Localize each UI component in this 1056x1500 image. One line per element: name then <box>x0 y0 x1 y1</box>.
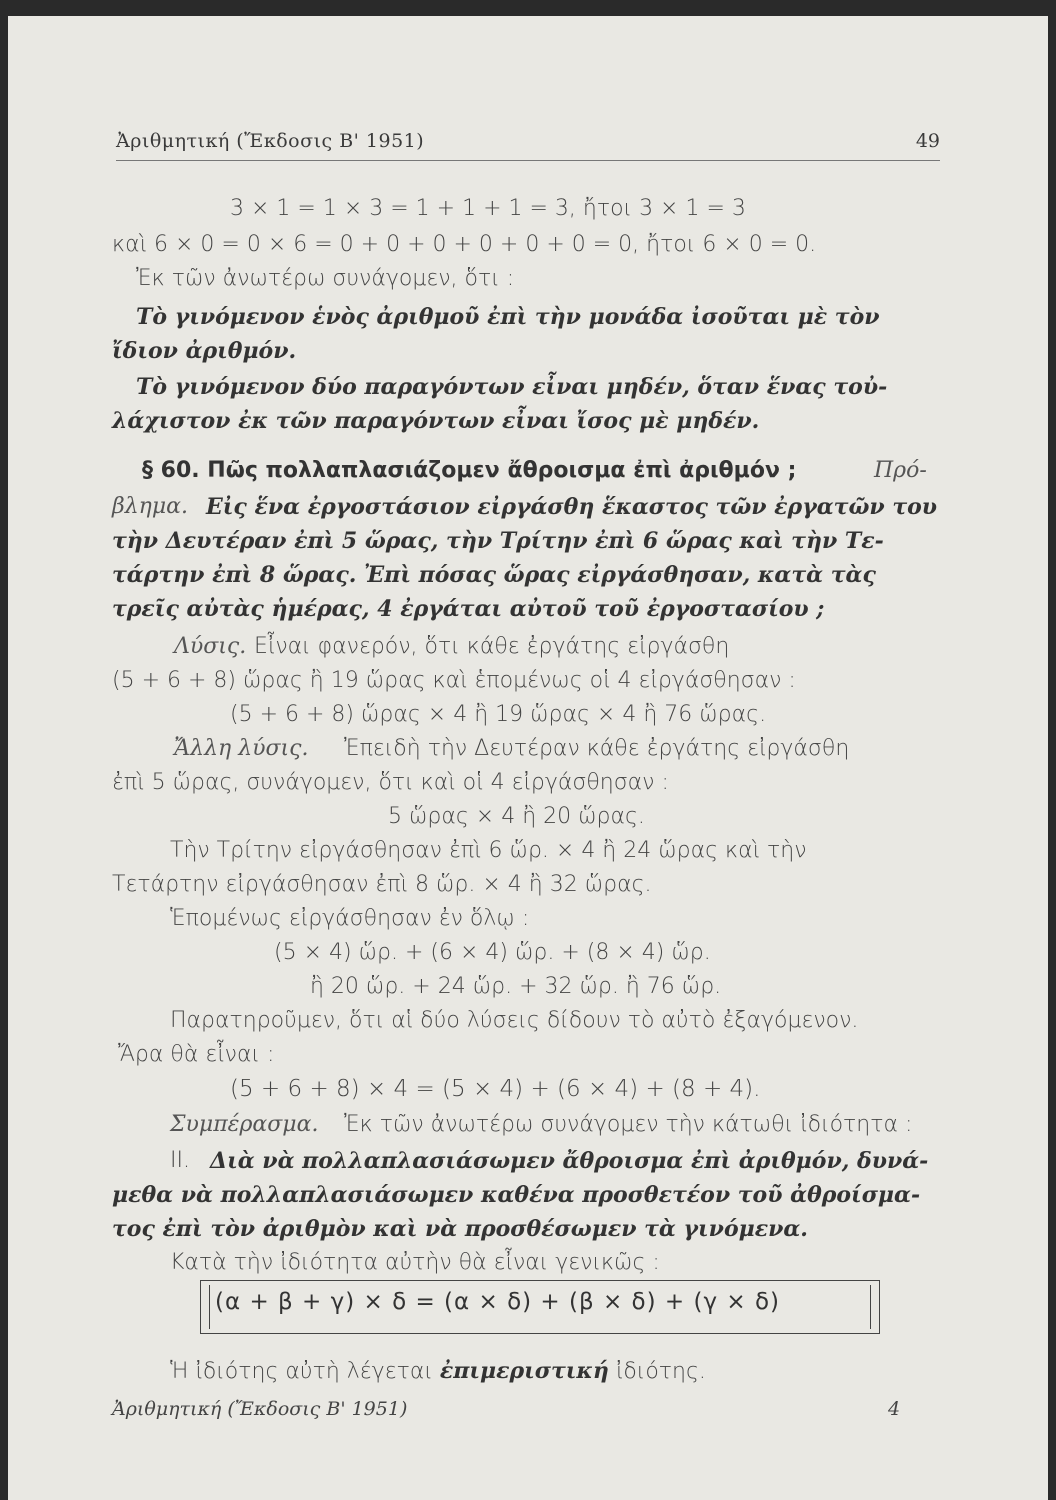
solution-label: Λύσις. <box>174 634 247 659</box>
property-term: ἐπιμεριστική <box>439 1358 609 1384</box>
rule-line: λάχιστον ἐκ τῶν παραγόντων εἶναι ἴσος μὲ μηδέν. <box>112 408 760 434</box>
rule-line: ἴδιον ἀριθμόν. <box>112 338 297 364</box>
solution-line: (5 + 6 + 8) ὥρας × 4 ἢ 19 ὥρας × 4 ἢ 76 ὥρας. <box>230 702 767 727</box>
problem-line: τάρτην ἐπὶ 8 ὥρας. Ἐπὶ πόσας ὥρας εἰργάσθησαν, κατὰ τὰς <box>112 562 876 588</box>
book-page <box>8 16 1048 1500</box>
problem-line: τὴν Δευτέραν ἐπὶ 5 ὥρας, τὴν Τρίτην ἐπὶ 6 ὥρας καὶ τὴν Τε- <box>112 528 884 554</box>
text-line: Παρατηροῦμεν, ὅτι αἱ δύο λύσεις δίδουν τὸ αὐτὸ ἐξαγόμενον. <box>170 1008 859 1033</box>
equation-line: 3 × 1 = 1 × 3 = 1 + 1 + 1 = 3, ἤτοι 3 × 1 = 3 <box>230 196 746 221</box>
solution-line: (5 × 4) ὥρ. + (6 × 4) ὥρ. + (8 × 4) ὥρ. <box>274 940 711 965</box>
solution-line: Ἐπειδὴ τὴν Δευτέραν κάθε ἐργάτης εἰργάσθη <box>344 736 850 761</box>
problem-label: βλημα. <box>112 494 188 519</box>
rule-line: Τὸ γινόμενον ἑνὸς ἀριθμοῦ ἐπὶ τὴν μονάδα ἰσοῦται μὲ τὸν <box>136 304 880 330</box>
rule-number: II. <box>170 1148 190 1173</box>
problem-label: Πρό- <box>874 458 927 483</box>
solution-line: 5 ὥρας × 4 ἢ 20 ὥρας. <box>388 804 645 829</box>
signature-mark: 4 <box>888 1398 901 1420</box>
equation-line: καὶ 6 × 0 = 0 × 6 = 0 + 0 + 0 + 0 + 0 + 0 = 0, ἤτοι 6 × 0 = 0. <box>112 232 817 257</box>
text-line: Ἐκ τῶν ἀνωτέρω συνάγομεν τὴν κάτωθι ἰδιότητα : <box>344 1112 913 1137</box>
text-line: Κατὰ τὴν ἰδιότητα αὐτὴν θὰ εἶναι γενικῶς : <box>170 1250 660 1275</box>
footer-title: Ἀριθμητική (Ἔκδοσις Β' 1951) <box>112 1398 408 1420</box>
distributive-formula: (α + β + γ) × δ = (α × δ) + (β × δ) + (γ × δ) <box>215 1289 781 1315</box>
property-text: Ἡ ἰδιότης αὐτὴ λέγεται <box>170 1359 433 1384</box>
problem-line: τρεῖς αὐτὰς ἡμέρας, 4 ἐργάται αὐτοῦ τοῦ ἐργοστασίου ; <box>112 596 825 622</box>
conclusion-label: Συμπέρασμα. <box>170 1112 319 1137</box>
property-line <box>170 1356 706 1387</box>
rule-line: τος ἐπὶ τὸν ἀριθμὸν καὶ νὰ προσθέσωμεν τὰ γινόμενα. <box>112 1216 808 1242</box>
solution-line: Εἶναι φανερόν, ὅτι κάθε ἐργάτης εἰργάσθη <box>254 634 730 659</box>
equation-line: (5 + 6 + 8) × 4 = (5 × 4) + (6 × 4) + (8 + 4). <box>230 1076 761 1102</box>
formula-box <box>200 1280 880 1334</box>
rule-line: Τὸ γινόμενον δύο παραγόντων εἶναι μηδέν, ὅταν ἕνας τοὐ- <box>136 374 888 400</box>
text-line: Ἐκ τῶν ἀνωτέρω συνάγομεν, ὅτι : <box>136 266 515 291</box>
solution-line: Τετάρτην εἰργάσθησαν ἐπὶ 8 ὥρ. × 4 ἢ 32 ὥρας. <box>112 872 652 897</box>
problem-line: Εἰς ἕνα ἐργοστάσιον εἰργάσθη ἕκαστος τῶν ἐργατῶν του <box>206 494 938 520</box>
solution-line: (5 + 6 + 8) ὥρας ἢ 19 ὥρας καὶ ἑπομένως οἱ 4 εἰργάσθησαν : <box>112 668 796 693</box>
text-line: Ἄρα θὰ εἶναι : <box>118 1042 275 1067</box>
solution-line: Τὴν Τρίτην εἰργάσθησαν ἐπὶ 6 ὥρ. × 4 ἢ 24 ὥρας καὶ τὴν <box>170 838 807 863</box>
solution-line: ἢ 20 ὥρ. + 24 ὥρ. + 32 ὥρ. ἢ 76 ὥρ. <box>310 974 722 999</box>
solution-line: ἐπὶ 5 ὥρας, συνάγομεν, ὅτι καὶ οἱ 4 εἰργάσθησαν : <box>112 770 669 795</box>
alt-solution-label: Ἄλλη λύσις. <box>174 736 309 761</box>
section-title: § 60. Πῶς πολλαπλασιάζομεν ἄθροισμα ἐπὶ ἀριθμόν ; <box>142 458 797 483</box>
page-header <box>116 120 940 161</box>
page-number: 49 <box>915 130 940 152</box>
running-title: Ἀριθμητική (Ἔκδοσις Β' 1951) <box>116 130 425 152</box>
rule-line: Διὰ νὰ πολλαπλασιάσωμεν ἄθροισμα ἐπὶ ἀριθμόν, δυνά- <box>210 1148 929 1174</box>
rule-line: μεθα νὰ πολλαπλασιάσωμεν καθένα προσθετέον τοῦ ἀθροίσμα- <box>112 1182 921 1208</box>
solution-line: Ἑπομένως εἰργάσθησαν ἐν ὅλῳ : <box>170 906 530 931</box>
property-text: ἰδιότης. <box>615 1359 706 1384</box>
